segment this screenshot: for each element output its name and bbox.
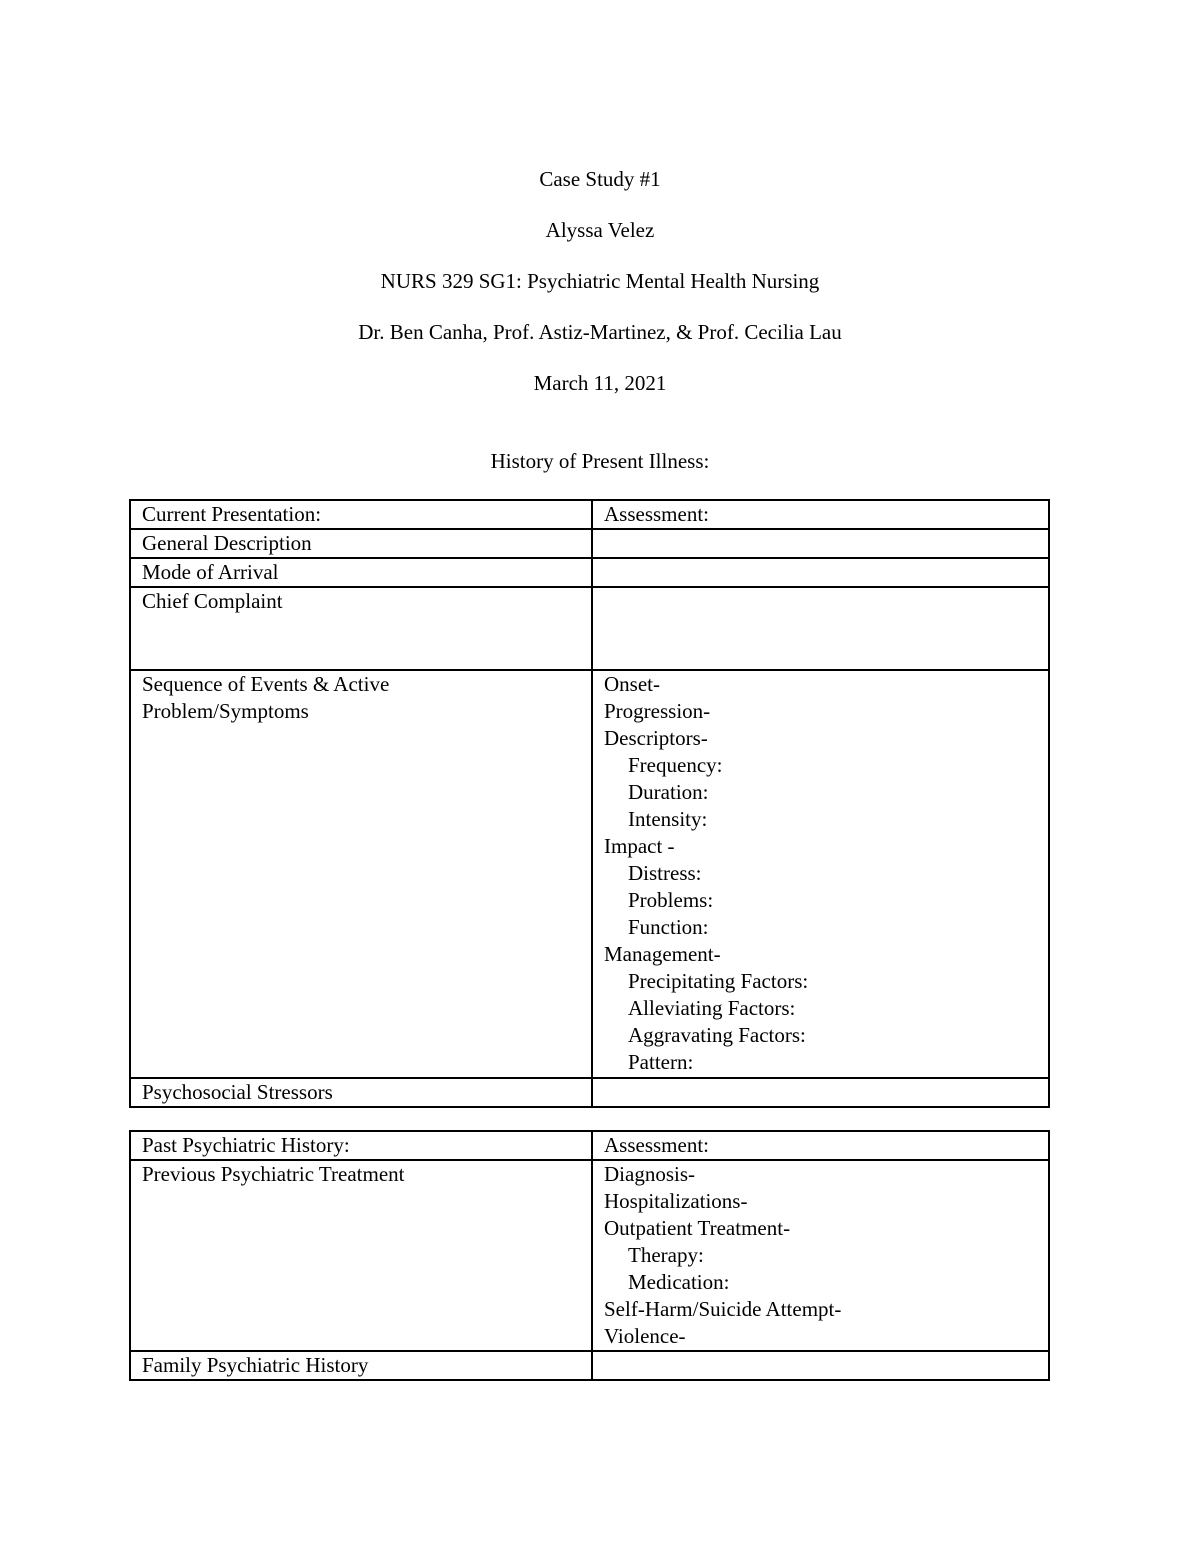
column-header-past-psychiatric-history: Past Psychiatric History: bbox=[130, 1131, 592, 1160]
row-label-sequence-of-events bbox=[130, 670, 592, 1078]
assessment-item: Violence- bbox=[604, 1324, 686, 1348]
assessment-subitem: Duration: bbox=[628, 780, 709, 804]
table-row bbox=[130, 587, 1049, 670]
current-presentation-table bbox=[129, 499, 1050, 1108]
course-name: NURS 329 SG1: Psychiatric Mental Health Nursing bbox=[380, 269, 820, 293]
assessment-subitem: Pattern: bbox=[628, 1050, 694, 1074]
assessment-subitem: Frequency: bbox=[628, 753, 723, 777]
assessment-cell bbox=[592, 1160, 1049, 1351]
table-row bbox=[130, 1160, 1049, 1351]
assessment-subitem: Medication: bbox=[628, 1270, 730, 1294]
assessment-subitem: Aggravating Factors: bbox=[628, 1023, 806, 1047]
assessment-cell bbox=[592, 670, 1049, 1078]
assessment-subitem: Intensity: bbox=[628, 807, 708, 831]
assessment-item: Impact - bbox=[604, 834, 675, 858]
assessment-item: Diagnosis- bbox=[604, 1162, 695, 1186]
past-psychiatric-history-table bbox=[129, 1130, 1050, 1381]
column-header-assessment: Assessment: bbox=[592, 1131, 1049, 1160]
assessment-item: Outpatient Treatment- bbox=[604, 1216, 791, 1240]
assessment-item: Hospitalizations- bbox=[604, 1189, 748, 1213]
assessment-subitem: Problems: bbox=[628, 888, 714, 912]
assessment-cell bbox=[592, 529, 1049, 558]
table-header-row bbox=[130, 500, 1049, 529]
assessment-subitem: Therapy: bbox=[628, 1243, 704, 1267]
assessment-cell bbox=[592, 558, 1049, 587]
column-header-assessment: Assessment: bbox=[592, 500, 1049, 529]
table-row bbox=[130, 670, 1049, 1078]
assessment-item: Descriptors- bbox=[604, 726, 708, 750]
assessment-cell bbox=[592, 1351, 1049, 1380]
instructors: Dr. Ben Canha, Prof. Astiz-Martinez, & Prof. Cecilia Lau bbox=[358, 320, 842, 344]
row-label-chief-complaint: Chief Complaint bbox=[130, 587, 592, 670]
row-label-mode-of-arrival: Mode of Arrival bbox=[130, 558, 592, 587]
assessment-cell bbox=[592, 1078, 1049, 1107]
table-row bbox=[130, 558, 1049, 587]
assessment-subitem: Distress: bbox=[628, 861, 702, 885]
row-label-general-description: General Description bbox=[130, 529, 592, 558]
assessment-subitem: Function: bbox=[628, 915, 709, 939]
assessment-item: Onset- bbox=[604, 672, 660, 696]
label-line: Sequence of Events & Active bbox=[142, 672, 390, 696]
assessment-item: Self-Harm/Suicide Attempt- bbox=[604, 1297, 842, 1321]
row-label-psychosocial-stressors: Psychosocial Stressors bbox=[130, 1078, 592, 1107]
assessment-subitem: Precipitating Factors: bbox=[628, 969, 809, 993]
document-date: March 11, 2021 bbox=[533, 371, 667, 395]
row-label-previous-psychiatric-treatment: Previous Psychiatric Treatment bbox=[130, 1160, 592, 1351]
table-row bbox=[130, 1351, 1049, 1380]
label-line: Problem/Symptoms bbox=[142, 699, 309, 723]
assessment-item: Management- bbox=[604, 942, 721, 966]
assessment-cell bbox=[592, 587, 1049, 670]
table-row bbox=[130, 529, 1049, 558]
column-header-current-presentation: Current Presentation: bbox=[130, 500, 592, 529]
table-header-row bbox=[130, 1131, 1049, 1160]
section-heading: History of Present Illness: bbox=[490, 449, 710, 473]
document-title: Case Study #1 bbox=[539, 167, 661, 191]
assessment-subitem: Alleviating Factors: bbox=[628, 996, 796, 1020]
author-name: Alyssa Velez bbox=[545, 218, 655, 242]
assessment-item: Progression- bbox=[604, 699, 711, 723]
row-label-family-psychiatric-history: Family Psychiatric History bbox=[130, 1351, 592, 1380]
table-row bbox=[130, 1078, 1049, 1107]
